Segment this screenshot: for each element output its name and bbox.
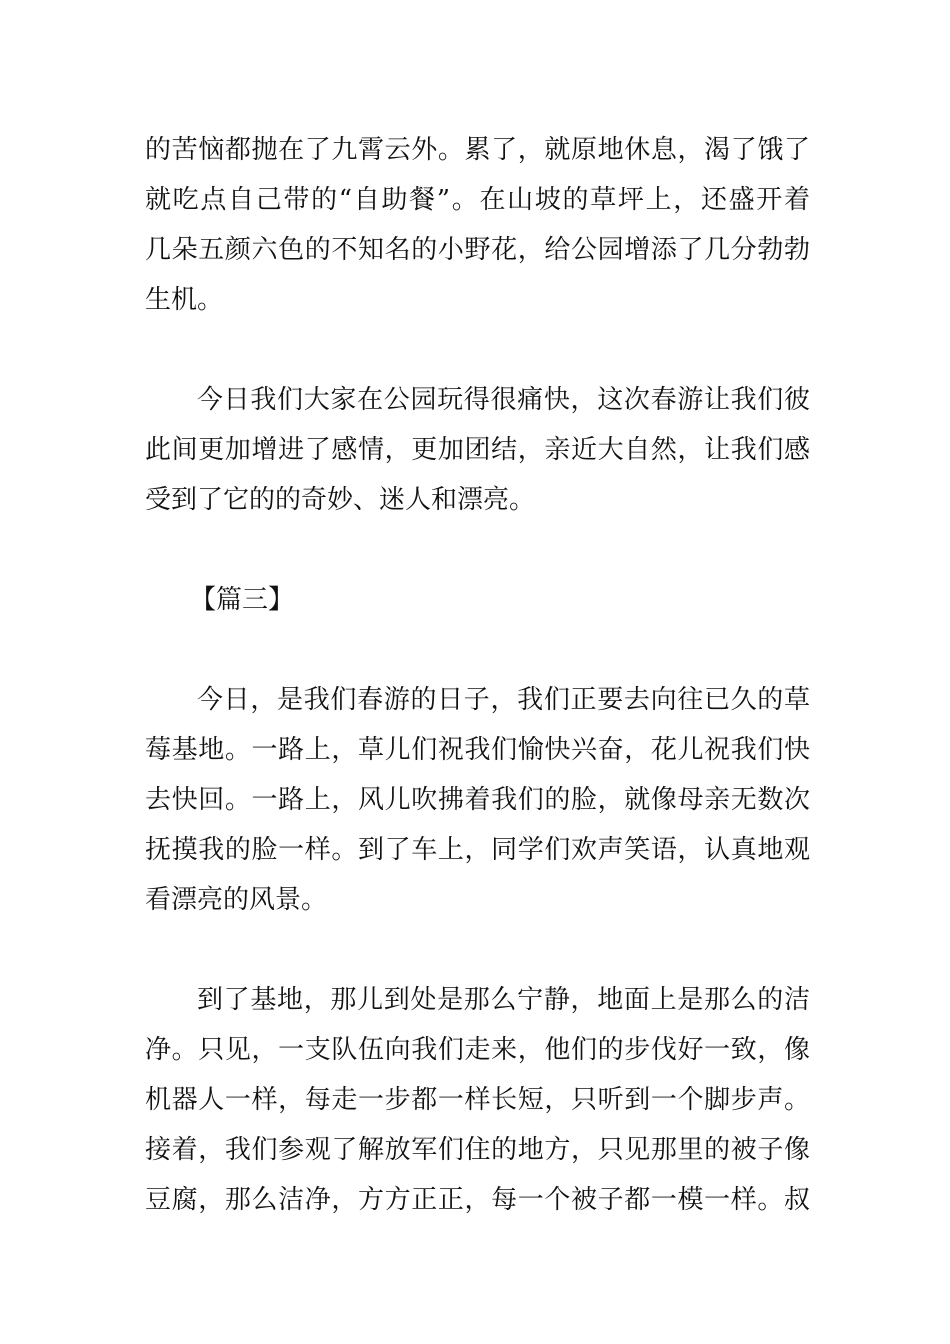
paragraph-line: 此间更加增进了感情，更加团结，亲近大自然，让我们感 <box>145 435 810 465</box>
paragraph-line: 机器人一样，每走一步都一样长短，只听到一个脚步声。 <box>145 1085 810 1115</box>
paragraph-line: 净。只见，一支队伍向我们走来，他们的步伐好一致，像 <box>145 1035 810 1065</box>
paragraph-line: 的苦恼都抛在了九霄云外。累了，就原地休息，渴了饿了 <box>145 135 810 165</box>
paragraph-line: 接着，我们参观了解放军们住的地方，只见那里的被子像 <box>145 1135 810 1165</box>
paragraph-line: 到了基地，那儿到处是那么宁静，地面上是那么的洁 <box>197 985 810 1015</box>
paragraph-line: 就吃点自己带的“自助餐”。在山坡的草坪上，还盛开着 <box>145 185 810 215</box>
paragraph-line: 生机。 <box>145 285 224 315</box>
section-heading: 【篇三】 <box>190 585 295 615</box>
paragraph-line: 看漂亮的风景。 <box>145 885 328 915</box>
paragraph-line: 莓基地。一路上，草儿们祝我们愉快兴奋，花儿祝我们快 <box>145 735 810 765</box>
paragraph-line: 抚摸我的脸一样。到了车上，同学们欢声笑语，认真地观 <box>145 835 810 865</box>
paragraph-line: 今日我们大家在公园玩得很痛快，这次春游让我们彼 <box>197 385 810 415</box>
paragraph-line: 去快回。一路上，风儿吹拂着我们的脸，就像母亲无数次 <box>145 785 810 815</box>
paragraph-line: 几朵五颜六色的不知名的小野花，给公园增添了几分勃勃 <box>145 235 810 265</box>
paragraph-line: 豆腐，那么洁净，方方正正，每一个被子都一模一样。叔 <box>145 1185 810 1215</box>
paragraph-line: 受到了它的的奇妙、迷人和漂亮。 <box>145 485 536 515</box>
paragraph-line: 今日，是我们春游的日子，我们正要去向往已久的草 <box>197 685 810 715</box>
